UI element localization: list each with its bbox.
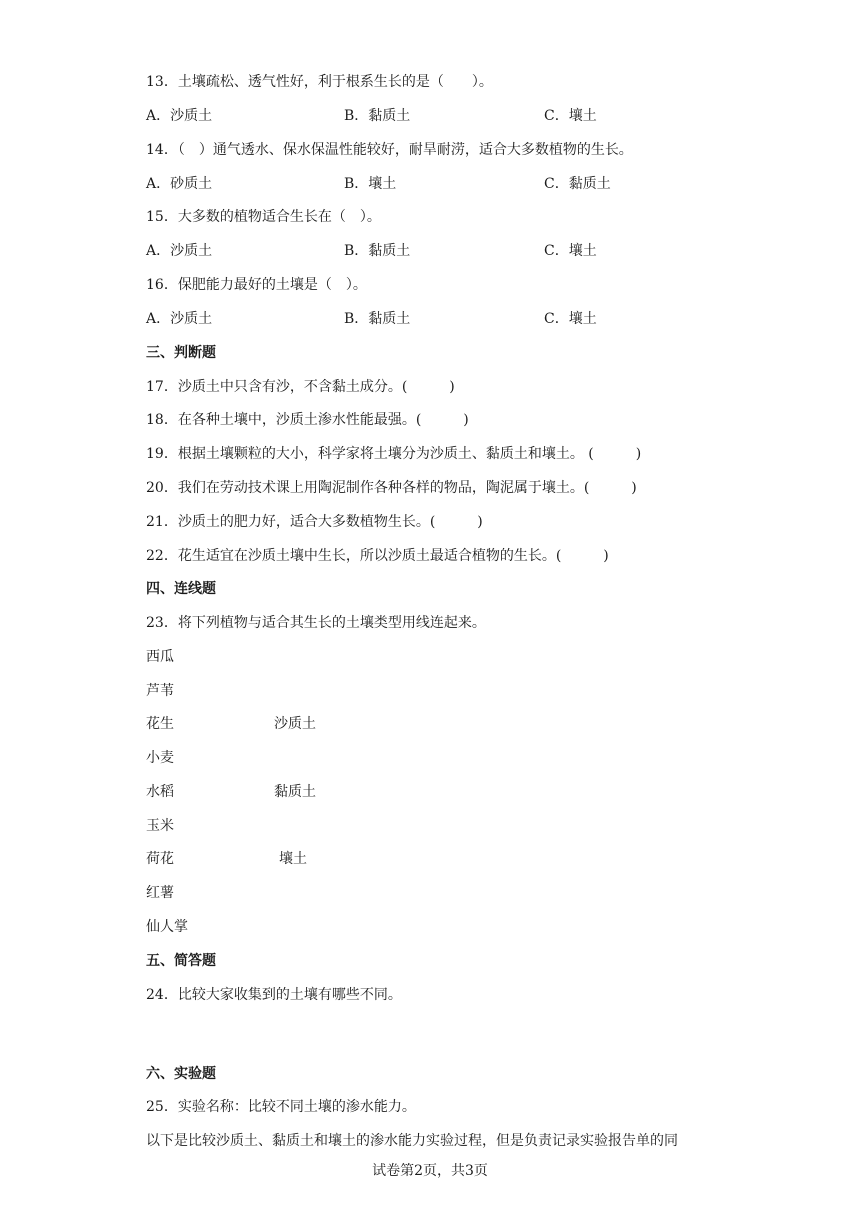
- plant-item: 荷花: [146, 851, 174, 867]
- plant-item: 花生: [146, 716, 174, 732]
- section-heading-matching: 四、连线题: [146, 581, 216, 597]
- question-15-stem: 15．大多数的植物适合生长在（ ）。: [146, 209, 381, 225]
- plant-item: 仙人掌: [146, 919, 188, 935]
- question-14-stem: 14．（ ）通气透水、保水保温性能较好，耐旱耐涝，适合大多数植物的生长。: [146, 142, 633, 158]
- question-14-option-c: C．黏质土: [544, 176, 611, 192]
- question-13-stem: 13．土壤疏松、透气性好，利于根系生长的是（ ）。: [146, 74, 493, 90]
- plant-item: 水稻: [146, 784, 174, 800]
- question-22: 22．花生适宜在沙质土壤中生长，所以沙质土最适合植物的生长。( ): [146, 548, 609, 564]
- question-15-option-a: A．沙质土: [146, 243, 213, 259]
- question-20: 20．我们在劳动技术课上用陶泥制作各种各样的物品，陶泥属于壤土。( ): [146, 480, 637, 496]
- question-16-stem: 16．保肥能力最好的土壤是（ ）。: [146, 277, 367, 293]
- question-16-option-a: A．沙质土: [146, 311, 213, 327]
- question-14-option-b: B．壤土: [344, 176, 397, 192]
- section-heading-experiment: 六、实验题: [146, 1066, 216, 1082]
- plant-item: 芦苇: [146, 683, 174, 699]
- plant-item: 小麦: [146, 750, 174, 766]
- question-23-stem: 23．将下列植物与适合其生长的土壤类型用线连起来。: [146, 615, 486, 631]
- question-19: 19．根据土壤颗粒的大小，科学家将土壤分为沙质土、黏质土和壤土。 ( ): [146, 446, 642, 462]
- plant-item: 红薯: [146, 885, 174, 901]
- question-15-option-b: B．黏质土: [344, 243, 411, 259]
- question-18: 18．在各种土壤中，沙质土渗水性能最强。( ): [146, 412, 469, 428]
- soil-item-loam: 壤土: [279, 851, 307, 867]
- question-13-option-a: A．沙质土: [146, 108, 213, 124]
- question-16-option-c: C．壤土: [544, 311, 597, 327]
- question-21: 21．沙质土的肥力好，适合大多数植物生长。( ): [146, 514, 483, 530]
- soil-item-clay: 黏质土: [274, 784, 316, 800]
- question-13-option-c: C．壤土: [544, 108, 597, 124]
- question-25-stem: 25．实验名称：比较不同土壤的渗水能力。: [146, 1099, 416, 1115]
- question-17: 17．沙质土中只含有沙，不含黏土成分。( ): [146, 379, 455, 395]
- section-heading-judgment: 三、判断题: [146, 345, 216, 361]
- section-heading-short-answer: 五、简答题: [146, 953, 216, 969]
- question-24: 24．比较大家收集到的土壤有哪些不同。: [146, 987, 402, 1003]
- question-25-intro: 以下是比较沙质土、黏质土和壤土的渗水能力实验过程，但是负责记录实验报告单的同: [146, 1133, 678, 1149]
- plant-item: 西瓜: [146, 649, 174, 665]
- question-15-option-c: C．壤土: [544, 243, 597, 259]
- soil-item-sandy: 沙质土: [274, 716, 316, 732]
- plant-item: 玉米: [146, 818, 174, 834]
- question-16-option-b: B．黏质土: [344, 311, 411, 327]
- question-13-option-b: B．黏质土: [344, 108, 411, 124]
- question-14-option-a: A．砂质土: [146, 176, 213, 192]
- page-footer: 试卷第2页，共3页: [372, 1163, 488, 1179]
